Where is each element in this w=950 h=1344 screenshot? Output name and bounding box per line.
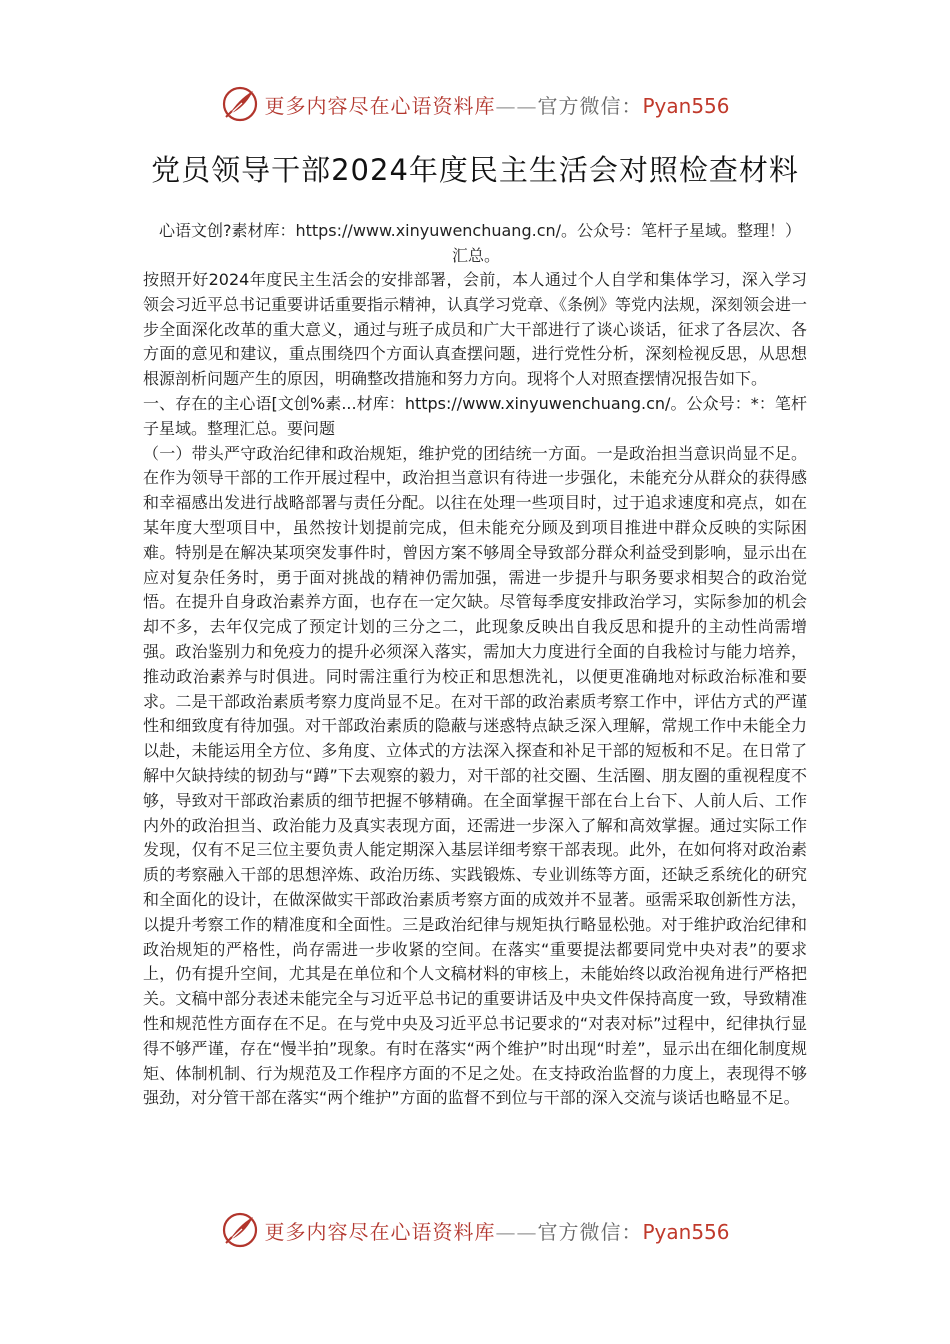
- intro-paragraph: 按照开好2024年度民主生活会的安排部署，会前，本人通过个人自学和集体学习，深入学习领会习近平总书记重要讲话重要指示精神，认真学习党章、《条例》等党内法规，深刻领会进一步全面深化改革的重大意义，通过与班子成员和广大干部进行了谈心谈话，征求了各层次、各方面的意见和建议，重点围绕四个方面认真查摆问题，进行党性分析，深刻检视反思，从思想根源剖析问题产生的原因，明确整改措施和努力方向。现将个人对照查摆情况报告如下。: [143, 270, 808, 389]
- source-note: 心语文创?素材库：https://www.xinyuwenchuang.cn/。公众号：笔杆子星域。整理！）汇总。: [158, 221, 794, 265]
- document-body: [143, 268, 807, 1111]
- banner-official-label: 官方微信：: [537, 1219, 643, 1244]
- feather-pen-logo-icon: [220, 84, 260, 124]
- feather-pen-logo-icon: [220, 1210, 260, 1250]
- document-title: 党员领导干部2024年度民主生活会对照检查材料: [151, 153, 799, 187]
- header-banner: [0, 84, 950, 124]
- section-paragraph: （一）带头严守政治纪律和政治规矩，维护党的团结统一方面。一是政治担当意识尚显不足。在作为领导干部的工作开展过程中，政治担当意识有待进一步强化，未能充分从群众的获得感和幸福感出发进行战略部署与责任分配。以往在处理一些项目时，过于追求速度和亮点，如在某年度大型项目中，虽然按计划提前完成，但未能充分顾及到项目推进中群众反映的实际困难。特别是在解决某项突发事件时，曾因方案不够周全导致部分群众利益受到影响，显示出在应对复杂任务时，勇于面对挑战的精神仍需加强，需进一步提升与职务要求相契合的政治觉悟。在提升自身政治素养方面，也存在一定欠缺。尽管每季度安排政治学习，实际参加的机会却不多，去年仅完成了预定计划的三分之二，此现象反映出自我反思和提升的主动性尚需增强。政治鉴别力和免疫力的提升必须深入落实，需加大力度进行全面的自我检讨与能力培养，推动政治素养与时俱进。同时需注重行为校正和思想洗礼，以便更准确地对标政治标准和要求。二是干部政治素质考察力度尚显不足。在对干部的政治素质考察工作中，评估方式的严谨性和细致度有待加强。对干部政治素质的隐蔽与迷惑特点缺乏深入理解，常规工作中未能全力以赴，未能运用全方位、多角度、立体式的方法深入探查和补足干部的短板和不足。在日常了解中欠缺持续的韧劲与“蹲”下去观察的毅力，对干部的社交圈、生活圈、朋友圈的重视程度不够，导致对干部政治素质的细节把握不够精确。在全面掌握干部在台上台下、人前人后、工作内外的政治担当、政治能力及真实表现方面，还需进一步深入了解和高效掌握。通过实际工作发现，仅有不足三位主要负责人能定期深入基层详细考察干部表现。此外，在如何将对政治素质的考察融入干部的思想淬炼、政治历练、实践锻炼、专业训练等方面，还缺乏系统化的研究和全面化的设计，在做深做实干部政治素质考察方面的成效并不显著。亟需采取创新性方法，以提升考察工作的精准度和全面性。三是政治纪律与规矩执行略显松弛。对于维护政治纪律和政治规矩的严格性，尚存需进一步收紧的空间。在落实“重要提法都要同党中央对表”的要求上，仍有提升空间，尤其是在单位和个人文稿材料的审核上，未能始终以政治视角进行严格把关。文稿中部分表述未能完全与习近平总书记的重要讲话及中央文件保持高度一致，导致精准性和规范性方面存在不足。在与党中央及习近平总书记要求的“对表对标”过程中，纪律执行显得不够严谨，存在“慢半拍”现象。有时在落实“两个维护”时出现“时差”，显示出在细化制度规矩、体制机制、行为规范及工作程序方面的不足之处。在支持政治监督的力度上，表现得不够强劲，对分管干部在落实“两个维护”方面的监督不到位与干部的深入交流与谈话也略显不足。: [143, 443, 807, 1108]
- section-heading: 一、存在的主心语[文创%素...材库：https://www.xinyuwenchuang.cn/。公众号：*：笔杆子星域。整理汇总。要问题: [143, 393, 807, 438]
- banner-text: [264, 1216, 729, 1245]
- banner-text: [264, 90, 729, 119]
- banner-wechat-id: Pyan556: [642, 1219, 730, 1244]
- banner-official-label: 官方微信：: [537, 93, 643, 118]
- banner-wechat-id: Pyan556: [642, 93, 730, 118]
- banner-main-text: 更多内容尽在心语资料库: [264, 93, 496, 118]
- banner-main-text: 更多内容尽在心语资料库: [264, 1219, 496, 1244]
- banner-separator: ——: [495, 1219, 538, 1244]
- banner-separator: ——: [495, 93, 538, 118]
- footer-banner: [0, 1210, 950, 1250]
